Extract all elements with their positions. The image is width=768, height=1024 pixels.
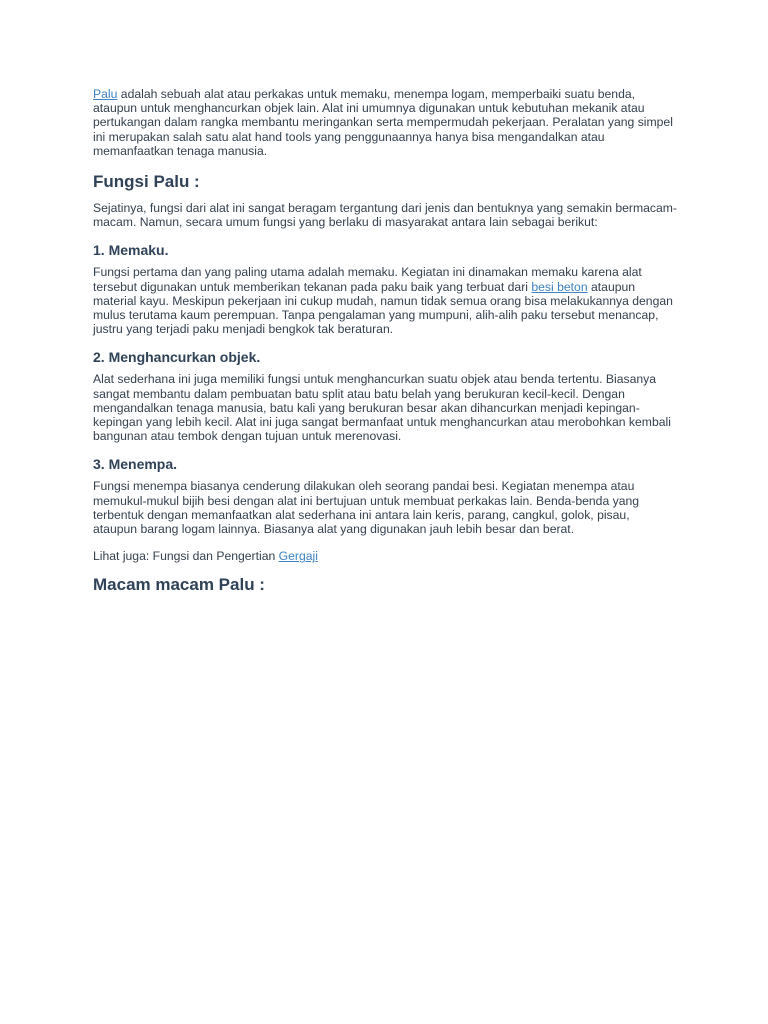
see-also-line (93, 549, 677, 563)
menghancurkan-paragraph: Alat sederhana ini juga memiliki fungsi untuk menghancurkan suatu objek atau benda tertentu. Biasanya sangat membantu dalam pembuatan batu split atau batu belah yang berukuran kecil-kecil. Dengan mengandalkan tenaga manusia, batu kali yang berukuran besar akan dihancurkan menjadi kepingan-kepingan yang lebih kecil. Alat ini juga sangat bermanfaat untuk menghancurkan atau merobohkan kembali bangunan atau tembok dengan tujuan untuk merenovasi. (93, 372, 671, 444)
memaku-text-after: ataupun material kayu. Meskipun pekerjaan ini cukup mudah, namun tidak semua orang bisa melakukannya dengan mulus terutama kaum perempuan. Tanpa pengalaman yang mumpuni, alih-alih paku tersebut menancap, justru yang terjadi paku menjadi bengkok tak beraturan. (93, 279, 673, 337)
gergaji-link[interactable]: Gergaji (278, 549, 318, 564)
intro-text: adalah sebuah alat atau perkakas untuk memaku, menempa logam, memperbaiki suatu benda, ataupun untuk menghancurkan objek lain. Alat ini umumnya digunakan untuk kebutuhan mekanik atau pertukangan dalam rangka membantu meringankan serta mempermudah pekerjaan. Peralatan yang simpel ini merupakan salah satu alat hand tools yang penggunaannya hanya bisa mengandalkan atau memanfaatkan tenaga manusia. (93, 87, 673, 158)
memaku-heading: 1. Memaku. (93, 242, 169, 259)
palu-link[interactable]: Palu (93, 87, 118, 101)
intro-paragraph (93, 87, 677, 158)
memaku-text-before: Fungsi pertama dan yang paling utama adalah memaku. Kegiatan ini dinamakan memaku karena alat tersebut digunakan untuk memberikan tekanan pada paku baik yang terbuat dari (93, 265, 642, 294)
fungsi-paragraph: Sejatinya, fungsi dari alat ini sangat beragam tergantung dari jenis dan bentuknya yang semakin bermacam-macam. Namun, secara umum fungsi yang berlaku di masyarakat antara lain sebagai berikut: (93, 201, 677, 230)
menempa-paragraph: Fungsi menempa biasanya cenderung dilakukan oleh seorang pandai besi. Kegiatan menempa atau memukul-mukul bijih besi dengan alat ini bertujuan untuk membuat perkakas lain. Benda-benda yang terbentuk dengan memanfaatkan alat sederhana ini antara lain keris, parang, cangkul, golok, pisau, ataupun barang logam lainnya. Biasanya alat yang digunakan jauh lebih besar dan berat. (93, 479, 640, 537)
menghancurkan-heading: 2. Menghancurkan objek. (93, 349, 261, 366)
macam-heading: Macam macam Palu : (93, 575, 265, 595)
besi-beton-link[interactable]: besi beton (531, 279, 588, 294)
see-also-text: Lihat juga: Fungsi dan Pengertian (93, 549, 279, 564)
memaku-paragraph (93, 265, 677, 336)
fungsi-heading: Fungsi Palu : (93, 172, 200, 192)
menempa-heading: 3. Menempa. (93, 456, 178, 473)
document-page (93, 87, 677, 595)
